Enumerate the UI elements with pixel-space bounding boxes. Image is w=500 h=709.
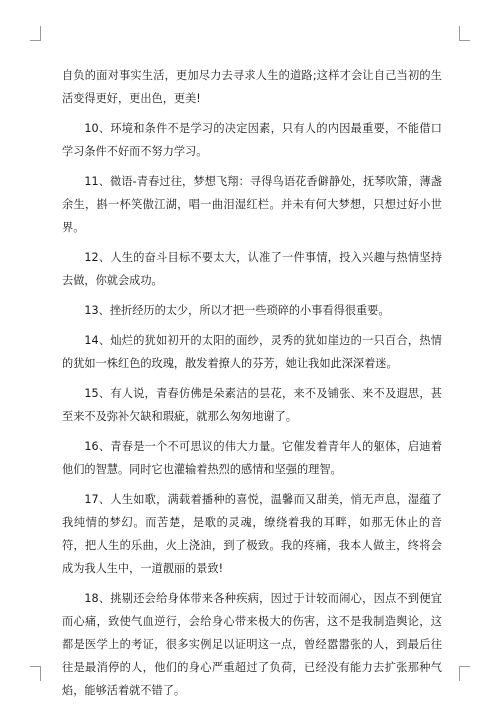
- crop-mark-bottom-left: [30, 666, 41, 681]
- paragraph-17: 17、人生如歌，满载着播种的喜悦，温馨而又甜美，悄无声息，湿蕴了我纯情的梦幻。而苦楚，是歌的灵魂，缭绕着我的耳畔，如那无休止的音符，把人生的乐曲，火上浇油，到了极致。我的疼痛，我本人做主，终将会成为我人生中，一道靓丽的景致!: [62, 493, 442, 575]
- paragraph-15: 15、有人说，青春仿佛是朵素洁的昙花，来不及铺张、来不及遐思，甚至来不及弥补欠缺和瑕疵，就那么匆匆地谢了。: [62, 387, 442, 423]
- paragraph-10: 10、环境和条件不是学习的决定因素，只有人的内因最重要，不能借口学习条件不好而不努力学习。: [62, 122, 442, 158]
- paragraph-14: 14、灿烂的犹如初开的太阳的面纱，灵秀的犹如崖边的一只百合，热情的犹如一株红色的玫瑰，散发着撩人的芬芳，她让我如此深深着迷。: [62, 334, 442, 370]
- crop-mark-top-right: [459, 26, 470, 41]
- paragraph-16: 16、青春是一个不可思议的伟大力量。它催发着青年人的躯体，启迪着他们的智慧。同时它也灌输着热烈的感情和坚强的理智。: [62, 440, 442, 476]
- paragraph-11: 11、微语-青春过往，梦想飞翔：寻得鸟语花香僻静处，抚琴吹箫，薄盏余生，斟一杯笑傲江湖，唱一曲泪湿红栏。并未有何大梦想，只想过好小世界。: [62, 175, 442, 234]
- paragraph-18: 18、挑剔还会给身体带来各种疾病，因过于计较而闹心，因点不到便宜而心痛，致使气血逆行，会给身心带来极大的伤害，这不是我制造舆论，这都是医学上的考证，很多实例足以证明这一点，曾经嚣嚣张的人，到最后往往是最消停的人，他们的身心严重超过了负荷，已经没有能力去扩张那种气焰，能够活着就不错了。: [62, 592, 442, 697]
- crop-mark-bottom-right: [459, 666, 470, 681]
- paragraph-13: 13、挫折经历的太少，所以才把一些琐碎的小事看得很重要。: [84, 304, 390, 317]
- paragraph-12: 12、人生的奋斗目标不要太大，认准了一件事情，投入兴趣与热情坚持去做，你就会成功。: [62, 251, 442, 287]
- crop-mark-top-left: [30, 26, 41, 41]
- paragraph-continuation: 自负的面对事实生活，更加尽力去寻求人生的道路;这样才会让自己当初的生活变得更好，更出色，更美!: [62, 69, 442, 105]
- document-body: [62, 64, 442, 709]
